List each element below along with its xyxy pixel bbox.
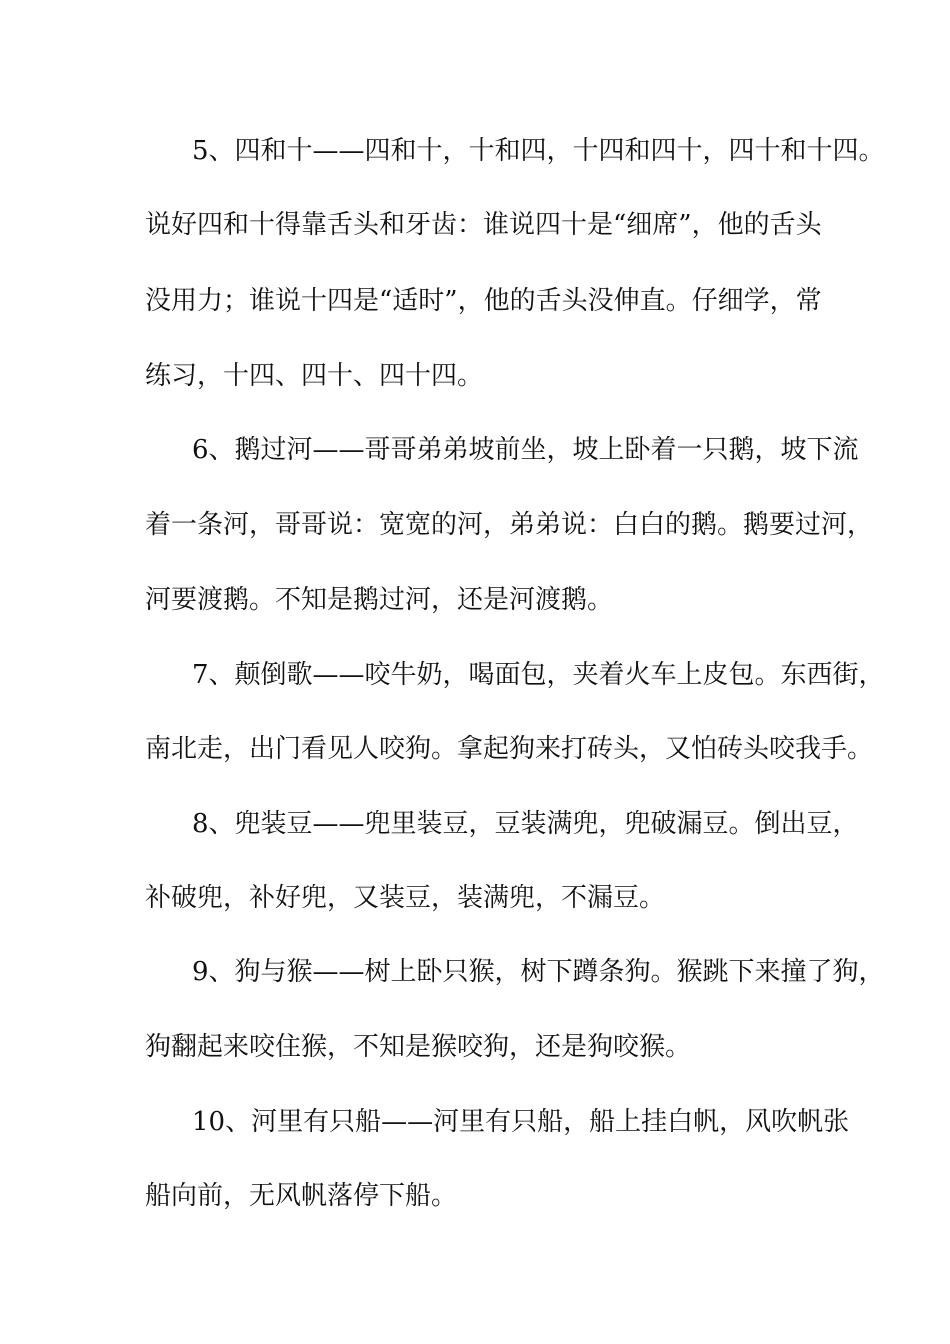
paragraph-line bbox=[0, 1027, 950, 1067]
line-text: 补破兜，补好兜，又装豆，装满兜，不漏豆。 bbox=[145, 883, 666, 913]
paragraph-line bbox=[0, 878, 950, 918]
line-text: 说好四和十得靠舌头和牙齿：谁说四十是“细席”，他的舌头 bbox=[145, 210, 822, 240]
paragraph-line bbox=[0, 131, 950, 171]
paragraph-line bbox=[0, 1176, 950, 1216]
paragraph-line bbox=[0, 655, 950, 695]
paragraph-line bbox=[0, 580, 950, 620]
line-text: 河要渡鹅。不知是鹅过河，还是河渡鹅。 bbox=[145, 585, 614, 615]
line-text: 着一条河，哥哥说：宽宽的河，弟弟说：白白的鹅。鹅要过河， bbox=[145, 510, 874, 540]
paragraph-line bbox=[0, 729, 950, 769]
line-text: 练习，十四、四十、四十四。 bbox=[145, 361, 484, 391]
paragraph-line bbox=[0, 1102, 950, 1142]
paragraph-line bbox=[0, 281, 950, 321]
paragraph-line bbox=[0, 804, 950, 844]
line-text: 6、鹅过河——哥哥弟弟坡前坐，坡上卧着一只鹅，坡下流 bbox=[192, 435, 859, 465]
line-text: 5、四和十——四和十，十和四，十四和四十，四十和十四。 bbox=[192, 136, 885, 166]
line-text: 8、兜装豆——兜里装豆，豆装满兜，兜破漏豆。倒出豆， bbox=[192, 809, 859, 839]
paragraph-line bbox=[0, 430, 950, 470]
line-text: 狗翻起来咬住猴，不知是猴咬狗，还是狗咬猴。 bbox=[145, 1032, 692, 1062]
line-text: 7、颠倒歌——咬牛奶，喝面包，夹着火车上皮包。东西街， bbox=[192, 660, 885, 690]
line-text: 南北走，出门看见人咬狗。拿起狗来打砖头，又怕砖头咬我手。 bbox=[145, 734, 874, 764]
line-text: 10、河里有只船——河里有只船，船上挂白帆，风吹帆张 bbox=[192, 1107, 850, 1137]
paragraph-line bbox=[0, 505, 950, 545]
line-text: 没用力；谁说十四是“适时”，他的舌头没伸直。仔细学，常 bbox=[145, 286, 822, 316]
paragraph-line bbox=[0, 356, 950, 396]
line-text: 船向前，无风帆落停下船。 bbox=[145, 1181, 458, 1211]
line-text: 9、狗与猴——树上卧只猴，树下蹲条狗。猴跳下来撞了狗， bbox=[192, 957, 885, 987]
paragraph-line bbox=[0, 205, 950, 245]
paragraph-line bbox=[0, 952, 950, 992]
